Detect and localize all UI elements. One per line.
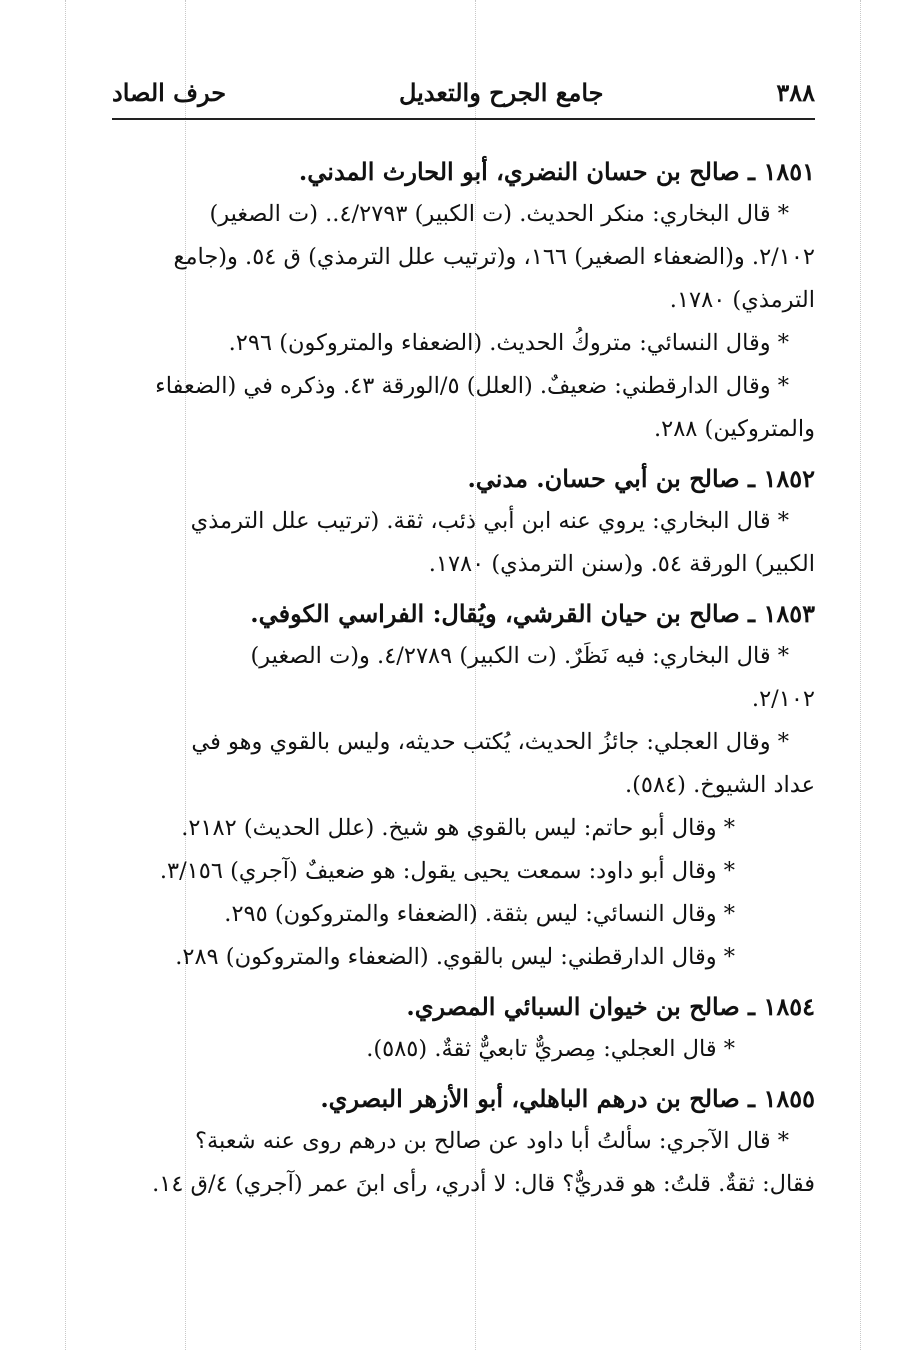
entry-line: الكبير) الورقة ٥٤. و(سنن الترمذي) ١٧٨٠. xyxy=(428,551,815,577)
entry-title: ١٨٥٣ ـ صالح بن حيان القرشي، ويُقال: الفراسي الكوفي. xyxy=(250,599,815,628)
entry-line: * وقال أبو حاتم: ليس بالقوي هو شيخ. (علل الحديث) ٢١٨٢. xyxy=(181,815,735,841)
entry-line: * قال البخاري: منكر الحديث. (ت الكبير) ٤/٢٧٩٣.. (ت الصغير) xyxy=(209,201,789,227)
entry-line: والمتروكين) ٢٨٨. xyxy=(653,416,815,442)
entry-line: * قال البخاري: فيه نَظَرٌ. (ت الكبير) ٤/٢٧٨٩. و(ت الصغير) xyxy=(250,643,789,669)
page-header xyxy=(112,72,815,112)
header-rule xyxy=(112,118,815,120)
entry-title: ١٨٥٢ ـ صالح بن أبي حسان. مدني. xyxy=(467,464,815,493)
entry-line: الترمذي) ١٧٨٠. xyxy=(669,287,815,313)
entry-line: * قال البخاري: يروي عنه ابن أبي ذئب، ثقة. (ترتيب علل الترمذي xyxy=(190,508,789,534)
page-number: ٣٨٨ xyxy=(776,77,815,107)
entry-line: فقال: ثقةٌ. قلتُ: هو قدريٌّ؟ قال: لا أدري، رأى ابنَ عمر (آجري) ٤/ق ١٤. xyxy=(152,1171,815,1197)
margin-guide xyxy=(860,0,861,1350)
entry-line: عداد الشيوخ. (٥٨٤). xyxy=(624,772,815,798)
chapter-title: حرف الصاد xyxy=(112,77,227,107)
entry-title: ١٨٥٥ ـ صالح بن درهم الباهلي، أبو الأزهر البصري. xyxy=(320,1084,815,1113)
entry-1851 xyxy=(108,150,815,451)
entry-title: ١٨٥١ ـ صالح بن حسان النضري، أبو الحارث المدني. xyxy=(298,157,815,186)
entry-line: * وقال النسائي: ليس بثقة. (الضعفاء والمتروكون) ٢٩٥. xyxy=(224,901,735,927)
entry-line: * وقال الدارقطني: ليس بالقوي. (الضعفاء والمتروكون) ٢٨٩. xyxy=(175,944,735,970)
entry-1854 xyxy=(108,985,815,1071)
book-title: جامع الجرح والتعديل xyxy=(398,77,604,107)
entry-1852 xyxy=(108,457,815,586)
margin-guide xyxy=(65,0,66,1350)
entry-1855 xyxy=(108,1077,815,1206)
entry-1853 xyxy=(108,592,815,979)
page-body xyxy=(108,150,815,1212)
entry-line: * وقال الدارقطني: ضعيفٌ. (العلل) ٥/الورقة ٤٣. وذكره في (الضعفاء xyxy=(155,373,789,399)
entry-line: * وقال النسائي: متروكُ الحديث. (الضعفاء والمتروكون) ٢٩٦. xyxy=(228,330,789,356)
entry-title: ١٨٥٤ ـ صالح بن خيوان السبائي المصري. xyxy=(406,992,815,1021)
entry-line: * قال العجلي: مِصريٌّ تابعيٌّ ثقةٌ. (٥٨٥). xyxy=(366,1036,735,1062)
entry-line: ٢/١٠٢. و(الضعفاء الصغير) ١٦٦، و(ترتيب علل الترمذي) ق ٥٤. و(جامع xyxy=(173,244,815,270)
entry-line: * وقال العجلي: جائزُ الحديث، يُكتب حديثه، وليس بالقوي وهو في xyxy=(191,729,789,755)
entry-line: ٢/١٠٢. xyxy=(751,686,815,712)
entry-line: * قال الآجري: سألتُ أبا داود عن صالح بن درهم روى عنه شعبة؟ xyxy=(195,1128,789,1154)
entry-line: * وقال أبو داود: سمعت يحيى يقول: هو ضعيفٌ (آجري) ٣/١٥٦. xyxy=(159,858,735,884)
